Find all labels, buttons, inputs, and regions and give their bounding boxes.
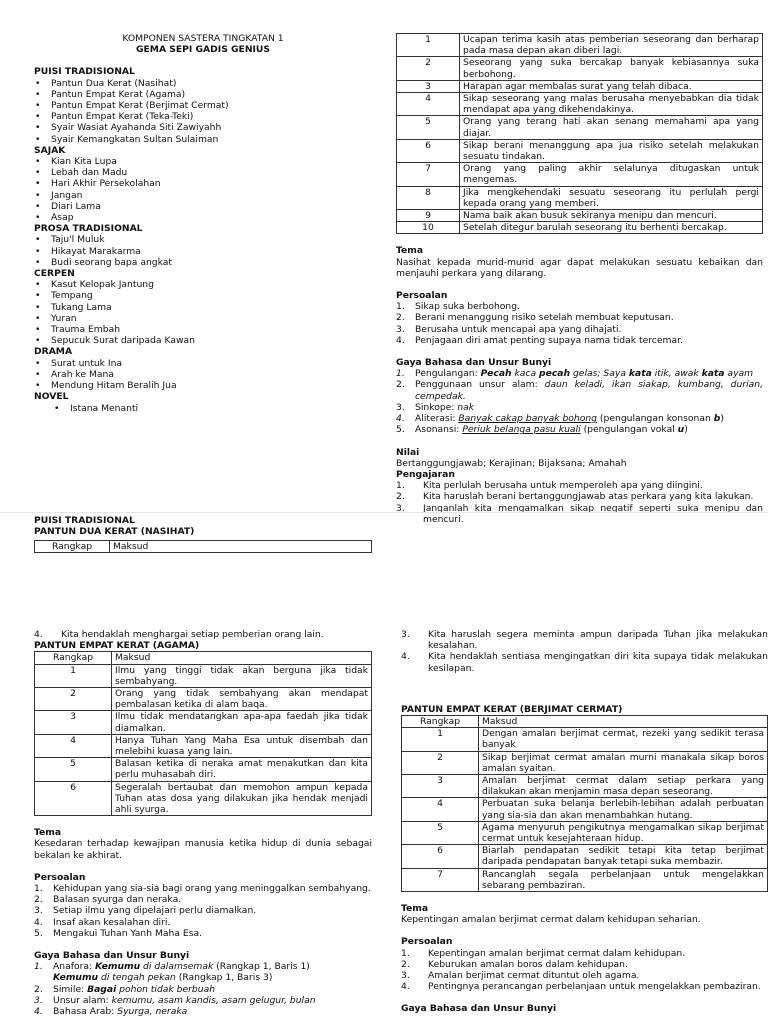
berjimat-table bbox=[401, 715, 768, 892]
section-heading: PANTUN EMPAT KERAT (BERJIMAT CERMAT) bbox=[401, 703, 623, 715]
list-item: • Arah ke Mana bbox=[34, 369, 372, 380]
rangkap-cell: 4 bbox=[35, 734, 112, 757]
nasihat-table bbox=[396, 33, 763, 234]
list-item: • Pantun Empat Kerat (Teka-Teki) bbox=[34, 111, 372, 122]
table-row bbox=[397, 93, 763, 116]
rangkap-cell: 6 bbox=[397, 139, 460, 162]
section-heading: CERPEN bbox=[34, 268, 75, 280]
list-item: • Syair Kemangkatan Sultan Sulaiman bbox=[34, 134, 372, 145]
maksud-cell: Sikap seseorang yang malas berusaha menyebabkan dia tidak mendapat apa yang dikehendakinya. bbox=[460, 93, 763, 116]
table-row bbox=[397, 80, 763, 92]
table-header-row bbox=[35, 652, 372, 664]
persoalan-list bbox=[396, 301, 763, 346]
table-header-row bbox=[402, 716, 768, 728]
list-item: 4. Bahasa Arab: Syurga, neraka bbox=[34, 1006, 188, 1018]
persoalan-list bbox=[34, 883, 372, 939]
column-header: Rangkap bbox=[35, 541, 110, 553]
persoalan-heading: Persoalan bbox=[401, 936, 453, 948]
list-item: 3. Berusaha untuk mencapai apa yang dihajati. bbox=[396, 323, 622, 335]
list-item: • Tukang Lama bbox=[34, 302, 372, 313]
table-row bbox=[35, 711, 372, 734]
table-row bbox=[397, 186, 763, 209]
component-items bbox=[34, 403, 372, 414]
list-item: 1. Pengulangan: Pecah kaca pecah gelas; Saya kata itik, awak kata ayam bbox=[396, 368, 754, 380]
list-item: 1. Sikap suka berbohong. bbox=[396, 301, 520, 313]
rangkap-cell: 7 bbox=[402, 868, 479, 891]
table-row bbox=[35, 688, 372, 711]
list-item: • Mendung Hitam Beralih Jua bbox=[34, 380, 372, 391]
gaya-list bbox=[34, 961, 372, 1017]
rangkap-cell: 6 bbox=[35, 781, 112, 816]
table-row bbox=[397, 222, 763, 234]
list-item: • Pantun Dua Kerat (Nasihat) bbox=[34, 78, 372, 89]
list-item: 2. Simile: Bagai pohon tidak berbuah bbox=[34, 983, 216, 995]
list-item: • Istana Menanti bbox=[34, 403, 372, 414]
list-item: 3. Kita haruslah segera meminta ampun daripada Tuhan jika melakukan kesalahan. bbox=[401, 629, 768, 652]
section-heading: PUISI TRADISIONAL bbox=[34, 515, 135, 526]
tema-text: Kepentingan amalan berjimat cermat dalam kehidupan seharian. bbox=[401, 914, 701, 926]
column-header: Rangkap bbox=[35, 652, 112, 664]
list-item: • Pantun Empat Kerat (Agama) bbox=[34, 89, 372, 100]
list-item: • Kasut Kelopak Jantung bbox=[34, 279, 372, 290]
list-item: 1. Kehidupan yang sia-sia bagi orang yang meninggalkan sembahyang. bbox=[34, 883, 371, 895]
table-row bbox=[35, 664, 372, 687]
list-item: • Taju'l Muluk bbox=[34, 234, 372, 245]
list-item: 4. Pentingnya perancangan perbelanjaan untuk mengelakkan pembaziran. bbox=[401, 981, 761, 993]
list-item: 2. Kita haruslah berani bertanggungjawab atas perkara yang kita lakukan. bbox=[396, 491, 754, 503]
component-list bbox=[34, 66, 372, 413]
list-item: 5. Asonansi: Periuk belanga pasu kuali (pengulangan vokal u) bbox=[396, 424, 688, 436]
component-items bbox=[34, 78, 372, 145]
table-row bbox=[397, 34, 763, 57]
table-row bbox=[402, 775, 768, 798]
gaya-heading: Gaya Bahasa dan Unsur Bunyi bbox=[401, 1003, 557, 1015]
table-row bbox=[402, 728, 768, 751]
list-item: • Lebah dan Madu bbox=[34, 167, 372, 178]
list-item: 4. Kita hendaklah menghargai setiap pemberian orang lain. bbox=[34, 629, 324, 640]
list-item: 3. Setiap ilmu yang dipelajari perlu diamalkan. bbox=[34, 905, 257, 917]
nilai-heading: Nilai bbox=[396, 446, 420, 458]
rangkap-cell: 9 bbox=[397, 210, 460, 222]
rangkap-cell: 2 bbox=[402, 751, 479, 774]
list-item: • Budi seorang bapa angkat bbox=[34, 257, 372, 268]
list-item: 3. Amalan berjimat cermat dituntut oleh agama. bbox=[401, 970, 640, 982]
list-item: • Hikayat Marakarma bbox=[34, 246, 372, 257]
maksud-cell: Biarlah pendapatan sedikit tetapi kita tetap berjimat daripada pendapatan banyak tetapi suka membazir. bbox=[479, 845, 768, 868]
column-header: Maksud bbox=[110, 541, 372, 553]
column-header: Maksud bbox=[479, 716, 768, 728]
list-item: • Diari Lama bbox=[34, 201, 372, 212]
list-item: • Sepucuk Surat daripada Kawan bbox=[34, 335, 372, 346]
list-item: 3. Unsur alam: kemumu, asam kandis, asam gelugur, bulan bbox=[34, 994, 316, 1006]
maksud-cell: Perbuatan suka belanja berlebih-lebihan adalah perbuatan yang sia-sia dan akan menambahkan hutang. bbox=[479, 798, 768, 821]
rangkap-cell: 4 bbox=[397, 93, 460, 116]
maksud-cell: Seseorang yang suka bercakap banyak kebiasannya suka berbohong. bbox=[460, 57, 763, 80]
list-item: • Asap bbox=[34, 212, 372, 223]
persoalan-heading: Persoalan bbox=[396, 290, 448, 302]
list-item: 2. Penggunaan unsur alam: daun keladi, ikan siakap, kumbang, durian, cempedak. bbox=[396, 379, 763, 402]
rangkap-cell: 6 bbox=[402, 845, 479, 868]
table-row bbox=[397, 163, 763, 186]
tema-text: Nasihat kepada murid-murid agar dapat melakukan sesuatu kebaikan dan menjauhi perkara yang dilarang. bbox=[396, 256, 763, 279]
maksud-cell: Ilmu tidak mendatangkan apa-apa faedah jika tidak diamalkan. bbox=[112, 711, 372, 734]
tema-text: Kesedaran terhadap kewajipan manusia ketika hidup di dunia sebagai bekalan ke akhirat. bbox=[34, 838, 372, 861]
tema-heading: Tema bbox=[401, 903, 429, 915]
maksud-cell: Orang yang terang hati akan senang memahami apa yang diajar. bbox=[460, 116, 763, 139]
list-item: 1. Kita perlulah berusaha untuk memperoleh apa yang diingini. bbox=[396, 480, 703, 492]
maksud-cell: Orang yang tidak sembahyang akan mendapat pembalasan ketika di alam baqa. bbox=[112, 688, 372, 711]
table-row bbox=[402, 821, 768, 844]
maksud-cell: Ilmu yang tinggi tidak akan berguna jika tidak sembahyang. bbox=[112, 664, 372, 687]
pengajaran-continued bbox=[401, 629, 768, 674]
rangkap-cell: 8 bbox=[397, 186, 460, 209]
list-item: • Kian Kita Lupa bbox=[34, 156, 372, 167]
rangkap-cell: 1 bbox=[35, 664, 112, 687]
list-item: 4. Kita hendaklah sentiasa mengingatkan diri kita supaya tidak melakukan kesilapan. bbox=[401, 651, 768, 674]
list-item: 4. Penjagaan diri amat penting supaya nama tidak tercemar. bbox=[396, 334, 683, 346]
table-row bbox=[35, 758, 372, 781]
column-header: Maksud bbox=[112, 652, 372, 664]
persoalan-list bbox=[401, 948, 768, 993]
rangkap-cell: 1 bbox=[402, 728, 479, 751]
page1-left-column bbox=[34, 33, 372, 414]
rangkap-cell: 10 bbox=[397, 222, 460, 234]
table-row bbox=[397, 116, 763, 139]
section-heading: DRAMA bbox=[34, 346, 73, 358]
page2-left-column bbox=[34, 629, 372, 1017]
component-items bbox=[34, 234, 372, 268]
table-row bbox=[397, 210, 763, 222]
rangkap-cell: 5 bbox=[397, 116, 460, 139]
rangkap-cell: 2 bbox=[397, 57, 460, 80]
tema-heading: Tema bbox=[34, 827, 62, 839]
list-item: • Tempang bbox=[34, 290, 372, 301]
section-heading: PUISI TRADISIONAL bbox=[34, 66, 135, 78]
list-item: • Surat untuk Ina bbox=[34, 358, 372, 369]
table-row bbox=[402, 798, 768, 821]
table-row bbox=[397, 139, 763, 162]
maksud-cell: Agama menyuruh pengikutnya mengamalkan sikap berjimat cermat untuk kesejahteraan hidup. bbox=[479, 821, 768, 844]
column-header: Rangkap bbox=[402, 716, 479, 728]
table-row bbox=[397, 57, 763, 80]
table-row bbox=[35, 781, 372, 816]
list-item: 1. Anafora: Kemumu di dalamsemak (Rangkap 1, Baris 1) Kemumu di tengah pekan (Rangkap 1, Baris 3) bbox=[34, 961, 310, 984]
maksud-cell: Ucapan terima kasih atas pemberian seseorang dan berharap pada masa depan akan diberi lagi. bbox=[460, 34, 763, 57]
nilai-text: Bertanggungjawab; Kerajinan; Bijaksana; Amahah bbox=[396, 457, 627, 469]
section-heading: SAJAK bbox=[34, 144, 66, 156]
list-item: 5. Mengakui Tuhan Yanh Maha Esa. bbox=[34, 927, 203, 939]
rangkap-cell: 1 bbox=[397, 34, 460, 57]
table-row bbox=[402, 868, 768, 891]
rangkap-cell: 5 bbox=[35, 758, 112, 781]
section-heading: NOVEL bbox=[34, 391, 69, 403]
table-row bbox=[35, 734, 372, 757]
persoalan-heading: Persoalan bbox=[34, 871, 86, 883]
section-heading: PROSA TRADISIONAL bbox=[34, 223, 143, 235]
page2-right-column bbox=[401, 629, 768, 1015]
list-item: • Hari Akhir Persekolahan bbox=[34, 178, 372, 189]
rangkap-cell: 3 bbox=[35, 711, 112, 734]
pengajaran-continued bbox=[34, 629, 372, 640]
maksud-cell: Nama baik akan busuk sekiranya menipu dan mencuri. bbox=[460, 210, 763, 222]
maksud-cell: Orang yang paling akhir selalunya ditugaskan untuk mengemas. bbox=[460, 163, 763, 186]
section-heading: PANTUN DUA KERAT (NASIHAT) bbox=[34, 526, 195, 538]
maksud-cell: Setelah ditegur barulah seseorang itu berhenti bercakap. bbox=[460, 222, 763, 234]
document-page-2 bbox=[0, 512, 768, 1025]
pengajaran-heading: Pengajaran bbox=[396, 468, 455, 480]
table-row bbox=[402, 845, 768, 868]
list-item: 4. Insaf akan kesalahan diri. bbox=[34, 916, 171, 928]
rangkap-cell: 3 bbox=[402, 775, 479, 798]
maksud-cell: Balasan ketika di neraka amat menakutkan dan kita perlu muhasabah diri. bbox=[112, 758, 372, 781]
list-item: 3. Janganlah kita mengamalkan sikap negatif seperti suka menipu dan mencuri. bbox=[396, 502, 763, 525]
section-heading: PANTUN EMPAT KERAT (AGAMA) bbox=[34, 640, 200, 652]
maksud-cell: Sikap berani menanggung apa jua risiko setelah melakukan sesuatu tindakan. bbox=[460, 139, 763, 162]
list-item: • Jangan bbox=[34, 190, 372, 201]
list-item: 2. Balasan syurga dan neraka. bbox=[34, 894, 182, 906]
rangkap-cell: 5 bbox=[402, 821, 479, 844]
list-item: • Pantun Empat Kerat (Berjimat Cermat) bbox=[34, 100, 372, 111]
maksud-cell: Jika mengkehendaki sesuatu seseorang itu perlulah pergi kepada orang yang memberi. bbox=[460, 186, 763, 209]
maksud-cell: Rancanglah segala perbelanjaan untuk mengelakkan sebarang pembaziran. bbox=[479, 868, 768, 891]
page1-right-column bbox=[396, 33, 763, 525]
component-items bbox=[34, 358, 372, 392]
gaya-heading: Gaya Bahasa dan Unsur Bunyi bbox=[34, 950, 190, 962]
list-item: 4. Aliterasi: Banyak cakap banyak bohong (pengulangan konsonan b) bbox=[396, 413, 724, 425]
rangkap-cell: 4 bbox=[402, 798, 479, 821]
doc-title: KOMPONEN SASTERA TINGKATAN 1 bbox=[122, 33, 284, 44]
list-item: 3. Sinkope: nak bbox=[396, 401, 475, 413]
agama-table bbox=[34, 651, 372, 816]
list-item: 1. Kepentingan amalan berjimat cermat dalam kehidupan. bbox=[401, 947, 686, 959]
rangkap-cell: 7 bbox=[397, 163, 460, 186]
doc-subtitle: GEMA SEPI GADIS GENIUS bbox=[135, 44, 271, 56]
rangkap-cell: 3 bbox=[397, 80, 460, 92]
rangkap-cell: 2 bbox=[35, 688, 112, 711]
tema-heading: Tema bbox=[396, 245, 424, 257]
gaya-heading: Gaya Bahasa dan Unsur Bunyi bbox=[396, 357, 552, 369]
list-item: 2. Keburukan amalan boros dalam kehidupan. bbox=[401, 958, 628, 970]
list-item: • Syair Wasiat Ayahanda Siti Zawiyahh bbox=[34, 122, 372, 133]
maksud-cell: Amalan berjimat cermat dalam setiap perkara yang dilakukan akan menjamin masa depan seseorang. bbox=[479, 775, 768, 798]
list-item: • Yuran bbox=[34, 313, 372, 324]
component-items bbox=[34, 279, 372, 346]
maksud-cell: Dengan amalan berjimat cermat, rezeki yang sedikit terasa banyak bbox=[479, 728, 768, 751]
maksud-cell: Sikap berjimat cermat amalan murni manakala sikap boros amalan syaitan. bbox=[479, 751, 768, 774]
maksud-cell: Segeralah bertaubat dan memohon ampun kepada Tuhan atas dosa yang dilakukan jika hendak menjadi ahli syurga. bbox=[112, 781, 372, 816]
list-item: 2. Berani menanggung risiko setelah membuat keputusan. bbox=[396, 312, 674, 324]
list-item: • Trauma Embah bbox=[34, 324, 372, 335]
gaya-list bbox=[396, 368, 763, 435]
maksud-cell: Hanya Tuhan Yang Maha Esa untuk disembah dan melebihi kuasa yang lain. bbox=[112, 734, 372, 757]
component-items bbox=[34, 156, 372, 223]
maksud-cell: Harapan agar membalas surat yang telah dibaca. bbox=[460, 80, 763, 92]
table-row bbox=[402, 751, 768, 774]
